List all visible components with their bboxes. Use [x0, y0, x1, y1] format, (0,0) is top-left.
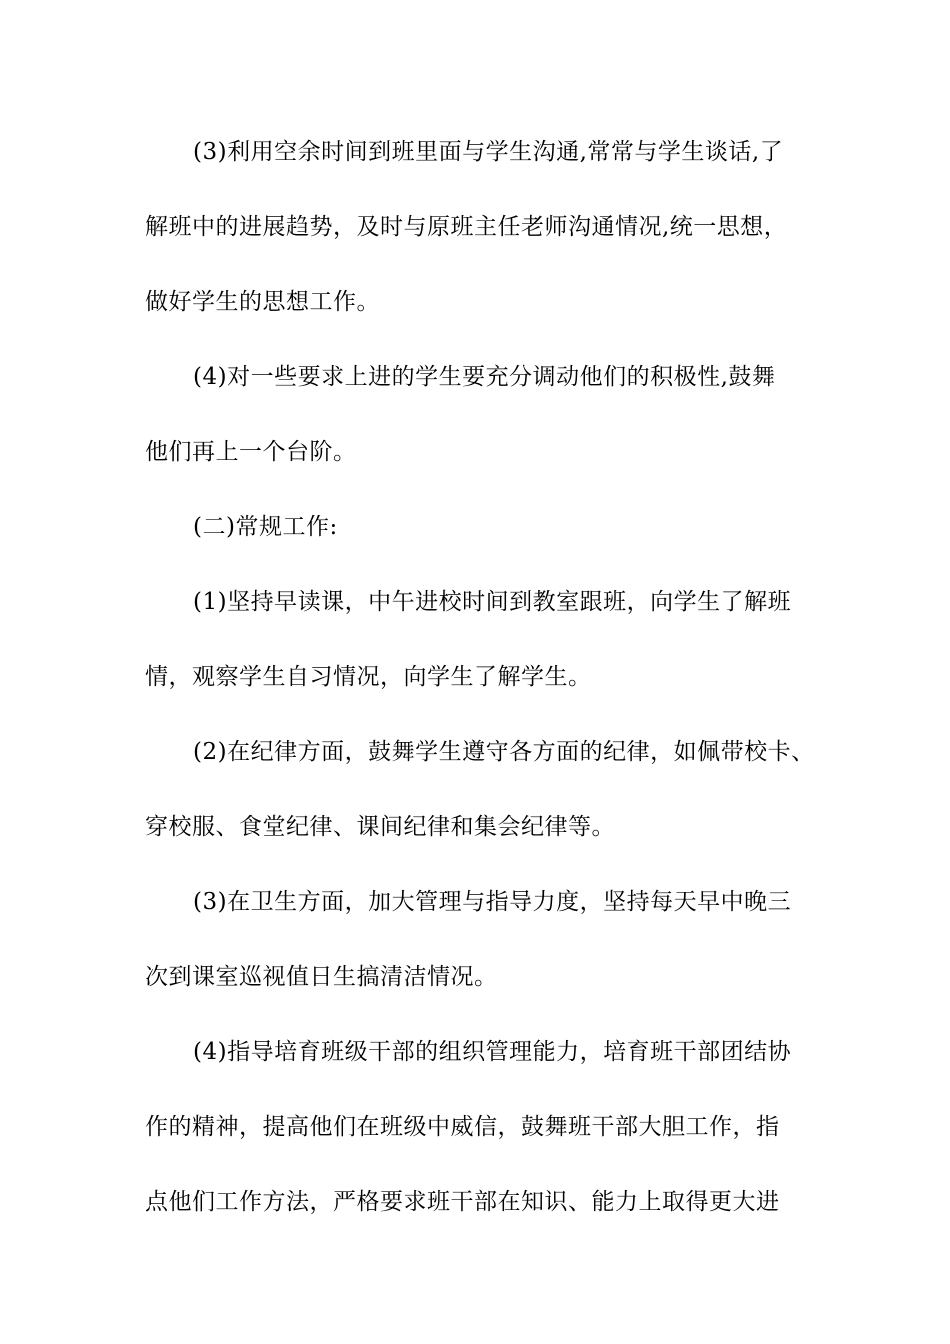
paragraph-line: 作的精神，提高他们在班级中威信，鼓舞班干部大胆工作，指 — [145, 1114, 780, 1140]
paragraph-line: 他们再上一个台阶。 — [145, 439, 357, 465]
paragraph-line: (4)指导培育班级干部的组织管理能力，培育班干部团结协 — [193, 1039, 792, 1065]
section-heading: (二)常规工作: — [193, 514, 338, 540]
paragraph-line: 点他们工作方法，严格要求班干部在知识、能力上取得更大进 — [145, 1189, 780, 1215]
paragraph-line: 解班中的进展趋势，及时与原班主任老师沟通情况,统一思想， — [145, 214, 788, 240]
paragraph-line: (2)在纪律方面，鼓舞学生遵守各方面的纪律，如佩带校卡、 — [193, 739, 815, 765]
paragraph-line: (1)坚持早读课，中午进校时间到教室跟班，向学生了解班 — [193, 589, 792, 615]
paragraph-line: (3)在卫生方面，加大管理与指导力度，坚持每天早中晚三 — [193, 889, 792, 915]
paragraph-line: 次到课室巡视值日生搞清洁情况。 — [145, 964, 498, 990]
paragraph-line: (3)利用空余时间到班里面与学生沟通,常常与学生谈话,了 — [193, 139, 784, 165]
paragraph-line: (4)对一些要求上进的学生要充分调动他们的积极性,鼓舞 — [193, 364, 776, 390]
paragraph-line: 情，观察学生自习情况，向学生了解学生。 — [145, 664, 592, 690]
paragraph-line: 穿校服、食堂纪律、课间纪律和集会纪律等。 — [145, 814, 615, 840]
paragraph-line: 做好学生的思想工作。 — [145, 289, 380, 315]
